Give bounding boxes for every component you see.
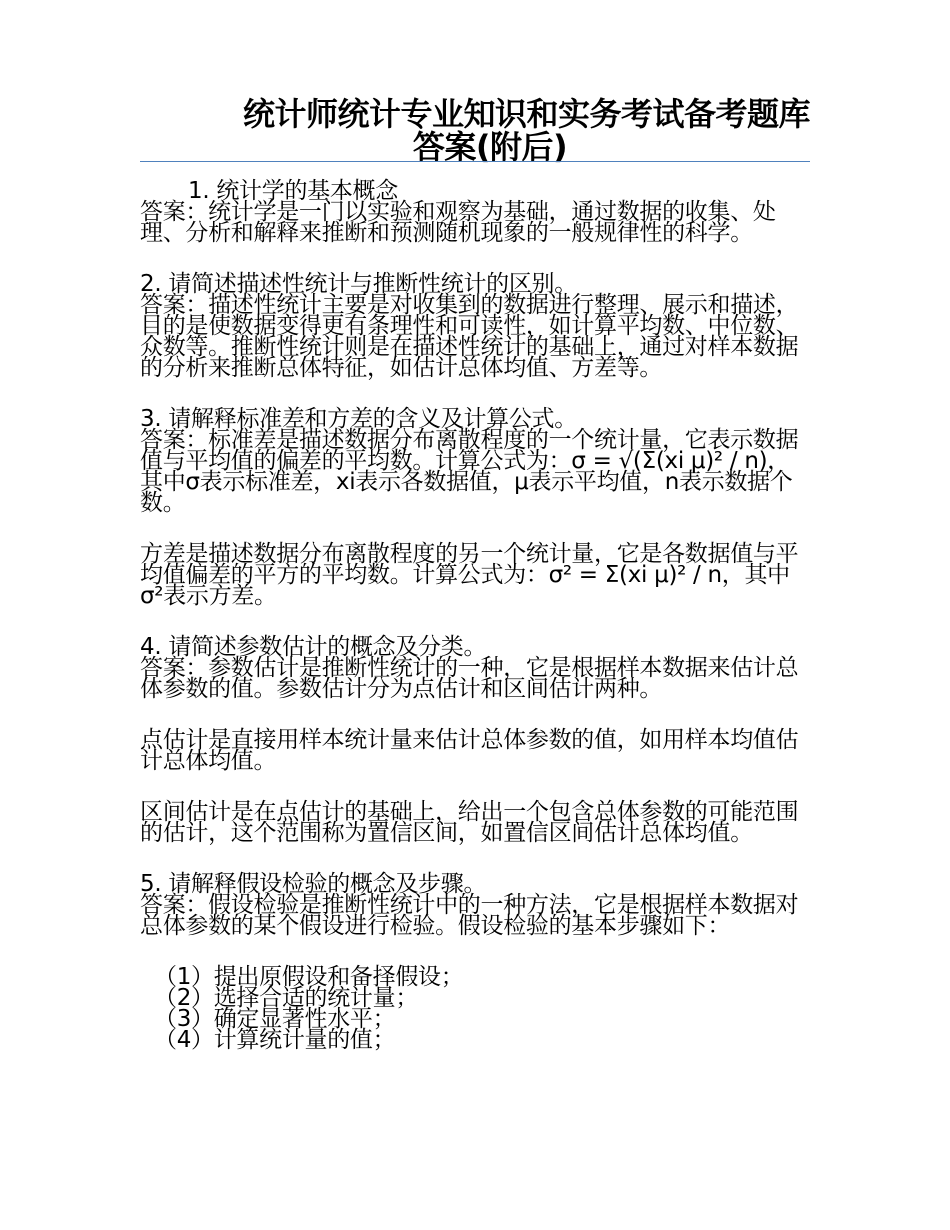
- list-item: （2）选择合适的统计量；: [154, 985, 419, 1011]
- question-2: 2. 请简述描述性统计与推断性统计的区别。: [140, 271, 577, 297]
- list-item: （3）确定显著性水平；: [154, 1006, 396, 1032]
- question-1: 1. 统计学的基本概念: [188, 178, 398, 204]
- question-5: 5. 请解释假设检验的概念及步骤。: [140, 871, 487, 897]
- answer-2: 答案：描述性统计主要是对收集到的数据进行整理、展示和描述，目的是使数据变得更有条理性和可读性，如计算平均数、中位数、众数等。推断性统计则是在描述性统计的基础上，通过对样本数据的分析来推断总体特征，如估计总体均值、方差等。: [140, 292, 799, 381]
- document-body: [140, 178, 810, 1053]
- title-line-2: 答案(附后): [412, 128, 568, 166]
- list-item: （4）计算统计量的值；: [154, 1027, 396, 1053]
- answer-4-point-estimate: 点估计是直接用样本统计量来估计总体参数的值，如用样本均值估计总体均值。: [140, 727, 799, 774]
- answer-4: 答案：参数估计是推断性统计的一种，它是根据样本数据来估计总体参数的值。参数估计分为点估计和区间估计两种。: [140, 655, 799, 702]
- answer-1: 答案：统计学是一门以实验和观察为基础，通过数据的收集、处理、分析和解释来推断和预测随机现象的一般规律性的科学。: [140, 199, 776, 246]
- hypothesis-steps-list: [140, 964, 810, 1053]
- title-line-1: 统计师统计专业知识和实务考试备考题库: [242, 95, 810, 133]
- answer-3: 答案：标准差是描述数据分布离散程度的一个统计量，它表示数据值与平均值的偏差的平均数。计算公式为：σ = √(Σ(xi μ)² / n)，其中σ表示标准差，xi表示各数据值，μ表示平均值，n表示数据个数。: [140, 427, 799, 516]
- question-4: 4. 请简述参数估计的概念及分类。: [140, 634, 487, 660]
- title-divider: [140, 161, 810, 162]
- question-3: 3. 请解释标准差和方差的含义及计算公式。: [140, 406, 577, 432]
- answer-4-interval-estimate: 区间估计是在点估计的基础上，给出一个包含总体参数的可能范围的估计，这个范围称为置信区间，如置信区间估计总体均值。: [140, 799, 799, 846]
- list-item: （1）提出原假设和备择假设；: [154, 964, 464, 990]
- answer-5: 答案：假设检验是推断性统计中的一种方法，它是根据样本数据对总体参数的某个假设进行检验。假设检验的基本步骤如下：: [140, 892, 799, 939]
- document-title: [140, 95, 810, 166]
- answer-3-variance: 方差是描述数据分布离散程度的另一个统计量，它是各数据值与平均值偏差的平方的平均数。计算公式为：σ² = Σ(xi μ)² / n，其中σ²表示方差。: [140, 541, 799, 609]
